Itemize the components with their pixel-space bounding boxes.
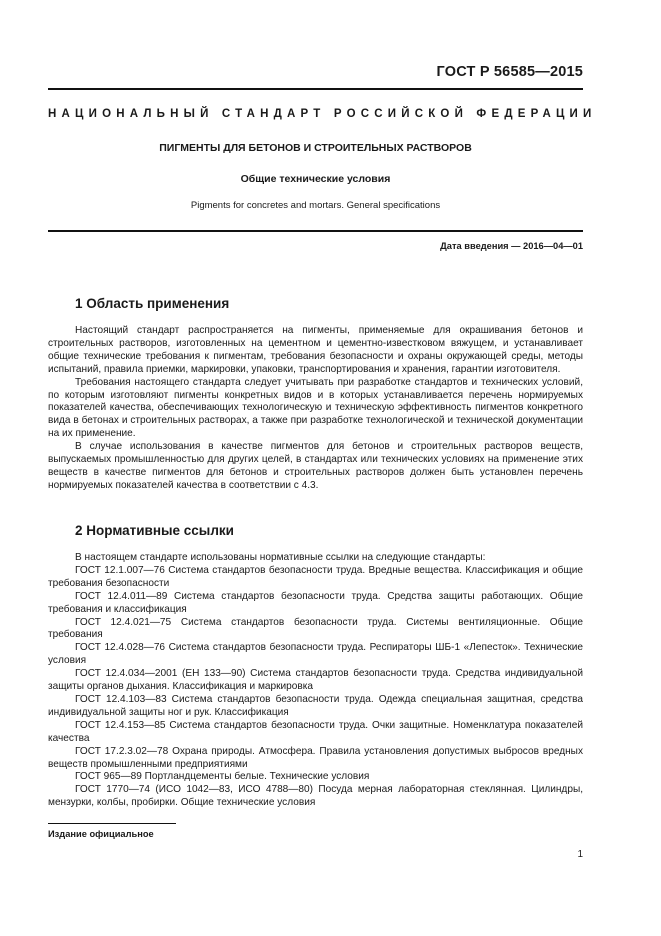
normative-reference: ГОСТ 12.1.007—76 Система стандартов безопасности труда. Вредные вещества. Классификация и общие требования безопасности bbox=[48, 564, 583, 589]
section-1-body bbox=[48, 325, 583, 493]
section-1-paragraph: Требования настоящего стандарта следует учитывать при разработке стандартов и технических условий, по которым изготовляют пигменты конкретных видов и в которых устанавливается перечень нормируемых показателей качества, обеспечивающих технологическую и техническую эффективность пигментов конкретного вида в бетонах и строительных растворах, а также при разработке технологической и технической документации на их применение. bbox=[48, 376, 583, 440]
normative-reference: ГОСТ 17.2.3.02—78 Охрана природы. Атмосфера. Правила установления допустимых выбросов вредных веществ промышленными предприятиями bbox=[48, 745, 583, 770]
normative-reference: ГОСТ 12.4.021—75 Система стандартов безопасности труда. Системы вентиляционные. Общие требования bbox=[48, 616, 583, 641]
section-2-body bbox=[48, 552, 583, 810]
normative-reference: ГОСТ 12.4.011—89 Система стандартов безопасности труда. Средства защиты работающих. Общие требования и классификация bbox=[48, 590, 583, 615]
normative-reference: ГОСТ 12.4.153—85 Система стандартов безопасности труда. Очки защитные. Номенклатура показателей качества bbox=[48, 719, 583, 744]
title-divider bbox=[48, 230, 583, 232]
section-1-paragraph: В случае использования в качестве пигментов для бетонов и строительных растворов веществ, выпускаемых промышленностью для других целей, в стандартах или технических условиях на применение этих веществ в качестве пигментов для бетонов и строительных растворов должен быть установлен перечень нормируемых показателей качества в соответствии с 4.3. bbox=[48, 441, 583, 491]
document-title-english: Pigments for concretes and mortars. General specifications bbox=[190, 200, 441, 211]
normative-reference: ГОСТ 12.4.028—76 Система стандартов безопасности труда. Респираторы ШБ-1 «Лепесток». Технические условия bbox=[48, 642, 583, 667]
national-standard-banner: НАЦИОНАЛЬНЫЙ СТАНДАРТ РОССИЙСКОЙ ФЕДЕРАЦИИ bbox=[48, 108, 597, 120]
edition-label: Издание официальное bbox=[48, 829, 154, 839]
document-code: ГОСТ Р 56585—2015 bbox=[436, 64, 583, 80]
introduction-date: Дата введения — 2016—04—01 bbox=[440, 241, 583, 251]
section-2-heading: 2 Нормативные ссылки bbox=[75, 523, 234, 538]
section-1-heading: 1 Область применения bbox=[75, 296, 230, 311]
footer-divider bbox=[48, 823, 176, 824]
document-title: ПИГМЕНТЫ ДЛЯ БЕТОНОВ И СТРОИТЕЛЬНЫХ РАСТВОРОВ bbox=[159, 142, 472, 154]
normative-reference: ГОСТ 1770—74 (ИСО 1042—83, ИСО 4788—80) Посуда мерная лабораторная стеклянная. Цилиндры, мензурки, колбы, пробирки. Общие технические условия bbox=[48, 784, 583, 809]
normative-reference: ГОСТ 965—89 Портландцементы белые. Технические условия bbox=[75, 771, 370, 783]
page-number: 1 bbox=[577, 849, 583, 860]
section-2-intro: В настоящем стандарте использованы нормативные ссылки на следующие стандарты: bbox=[75, 552, 486, 563]
normative-reference: ГОСТ 12.4.103—83 Система стандартов безопасности труда. Одежда специальная защитная, средства индивидуальной защиты ног и рук. Классификация bbox=[48, 693, 583, 718]
section-1-paragraph: Настоящий стандарт распространяется на пигменты, применяемые для окрашивания бетонов и строительных растворов, изготовленных на цементном и цементно-известковом вяжущем, и устанавливает общие технические требования к пигментам, требования безопасности и охраны окружающей среды, методы испытаний, правила приемки, маркировки, упаковки, транспортирования и хранения, гарантии изготовителя. bbox=[48, 325, 583, 375]
normative-reference: ГОСТ 12.4.034—2001 (ЕН 133—90) Система стандартов безопасности труда. Средства индивидуальной защиты органов дыхания. Классификация и маркировка bbox=[48, 668, 583, 693]
document-subtitle: Общие технические условия bbox=[240, 173, 391, 185]
top-divider bbox=[48, 88, 583, 90]
